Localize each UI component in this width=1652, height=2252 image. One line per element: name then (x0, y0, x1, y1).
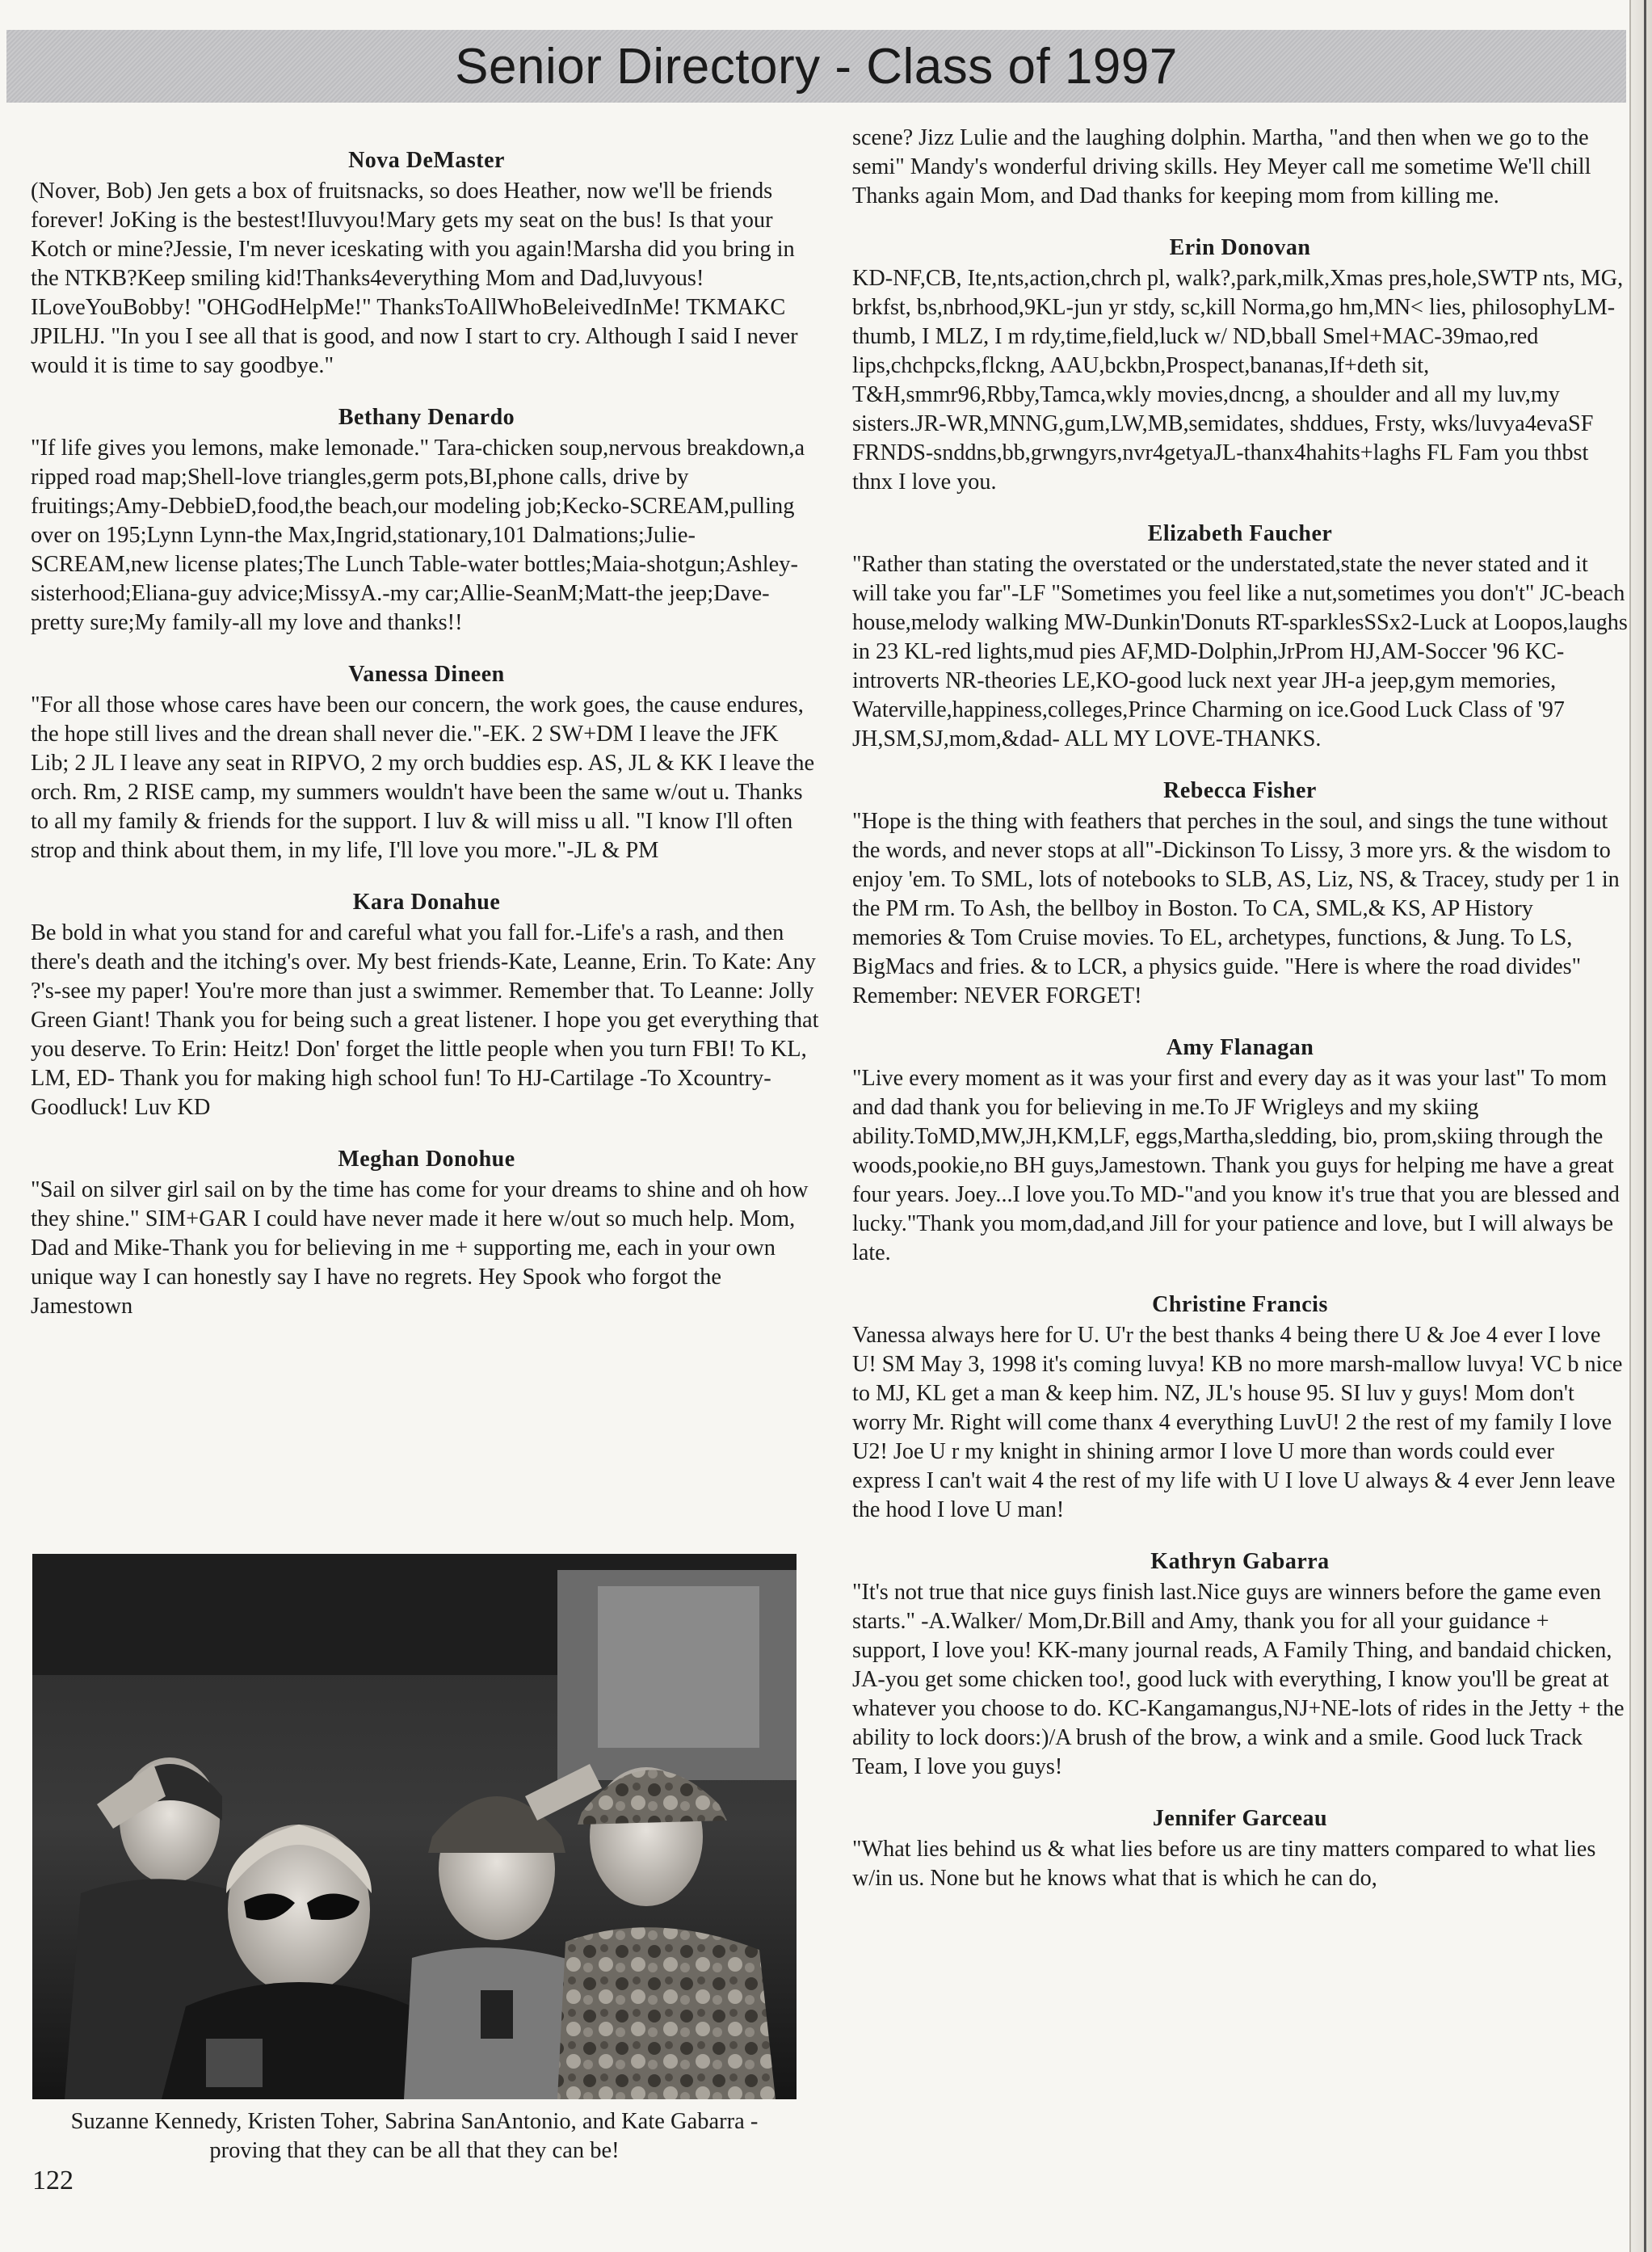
senior-name: Amy Flanagan (1166, 1035, 1314, 1060)
left-column (31, 148, 822, 1345)
senior-name: Erin Donovan (1169, 235, 1311, 260)
page-number: 122 (32, 2166, 74, 2195)
senior-entry (852, 521, 1628, 754)
senior-message: (Nover, Bob) Jen gets a box of fruitsnacks, so does Heather, now we'll be friends forever! JoKing is the bestest!Iluvyou!Mary gets my seat on the bus! Is that your Kotch or mine?Jessie, I'm never iceskating with you again!Marsha did you bring in the NTKB?Keep smiling kid!Thanks4everything Mom and Dad,luvyous! ILoveYouBobby! "OHGodHelpMe!" ThanksToAllWhoBeleivedInMe! TKMAKC JPILHJ. "In you I see all that is good, and now I start to cry. Although I said I never would it is time to say goodbye." (31, 179, 798, 378)
senior-message: "If life gives you lemons, make lemonade." Tara-chicken soup,nervous breakdown,a ripped road map;Shell-love triangles,germ pots,BI,phone calls, drive by fruitings;Amy-DebbieD,food,the beach,our modeling job;Kecko-SCREAM,pulling over on 195;Lynn Lynn-the Max,Ingrid,stationary,101 Dalmations;Julie-SCREAM,new license plates;The Lunch Table-water bottles;Maia-shotgun;Ashley-sisterhood;Eliana-guy advice;MissyA.-my car;Allie-SeanM;Matt-the jeep;Dave-pretty sure;My family-all my love and thanks!! (31, 436, 805, 635)
senior-name: Elizabeth Faucher (1147, 521, 1333, 546)
right-column (852, 124, 1628, 1917)
senior-entry (852, 778, 1628, 1011)
senior-entry (852, 1292, 1628, 1525)
facing-page-edge (1629, 0, 1652, 2252)
senior-message: scene? Jizz Lulie and the laughing dolphin. Martha, "and then when we go to the semi" Mandy's wonderful driving skills. Hey Meyer call me sometime We'll chill Thanks again Mom, and Dad thanks for keeping mom from killing me. (852, 125, 1591, 208)
senior-name: Jennifer Garceau (1152, 1806, 1328, 1831)
senior-message: "It's not true that nice guys finish last.Nice guys are winners before the game even starts." -A.Walker/ Mom,Dr.Bill and Amy, thank you for all your guidance + support, I love you! KK-many journal reads, A Family Thing, and bandaid chicken, JA-you get some chicken too!, good luck with everything, I know you'll be great at whatever you choose to do. KC-Kangamangus,NJ+NE-lots of rides in the Jetty + the ability to lock doors:)/A brush of the brow, a wink and a smile. Good luck Track Team, I love you guys! (852, 1580, 1625, 1779)
senior-message: "Sail on silver girl sail on by the time has come for your dreams to shine and oh how they shine." SIM+GAR I could have never made it here w/out so much help. Mom, Dad and Mike-Thank you for believing in me + supporting me, each in your own unique way I can honestly say I have no regrets. Hey Spook who forgot the Jamestown (31, 1177, 809, 1319)
photo-caption: Suzanne Kennedy, Kristen Toher, Sabrina SanAntonio, and Kate Gabarra - proving that they can be all that they can be! (70, 2109, 759, 2163)
senior-message: KD-NF,CB, Ite,nts,action,chrch pl, walk?,park,milk,Xmas pres,hole,SWTP nts, MG, brkfst, bs,nbrhood,9KL-jun yr stdy, sc,kill Norma,go hm,MN< lies, philosophyLM-thumb, I MLZ, I m rdy,time,field,luck w/ ND,bball Smel+MAC-39mao,red lips,chchpcks,flckng, AAU,bckbn,Prospect,bananas,If+deth sit, T&H,smmr96,Rbby,Tamca,wkly movies,dncng, a shoulder and all my luv,my sisters.JR-WR,MNNG,gum,LW,MB,semidates, shddues, Frsty, wks/luvya4evaSF FRNDS-snddns,bb,grwngyrs,nvr4getyaJL-thanx4hahits+laghs FL Fam you thbst thnx I love you. (852, 266, 1624, 495)
senior-entry (31, 1147, 822, 1321)
senior-entry (852, 235, 1628, 497)
senior-message: "For all those whose cares have been our concern, the work goes, the cause endures, the hope still lives and the drean shall never die."-EK. 2 SW+DM I leave the JFK Lib; 2 JL I leave any seat in RIPVO, 2 my orch buddies esp. AS, JL & KK I leave the orch. Rm, 2 RISE camp, my summers wouldn't have been the same w/out u. Thanks to all my family & friends for the support. I luv & will miss u all. "I know I'll often strop and think about them, in my life, I'll love you more."-JL & PM (31, 692, 815, 863)
senior-message: "What lies behind us & what lies before us are tiny matters compared to what lies w/in us. None but he knows what that is which he can do, (852, 1837, 1596, 1891)
group-photo (32, 1554, 797, 2099)
senior-entry (31, 405, 822, 638)
page-header-banner (6, 30, 1626, 103)
senior-name: Bethany Denardo (338, 405, 515, 430)
senior-name: Vanessa Dineen (348, 662, 505, 687)
senior-entry (852, 1035, 1628, 1268)
senior-name: Meghan Donohue (338, 1147, 515, 1172)
senior-name: Kara Donahue (352, 890, 501, 915)
senior-message: Be bold in what you stand for and careful what you fall for.-Life's a rash, and then there's death and the itching's over. My best friends-Kate, Leanne, Erin. To Kate: Any ?'s-see my paper! You're more than just a swimmer. Remember that. To Leanne: Jolly Green Giant! Thank you for being such a great listener. I hope you get everything that you deserve. To Erin: Heitz! Don' forget the little people when you turn FBI! To KL, LM, ED- Thank you for making high school fun! To HJ-Cartilage -To Xcountry- Goodluck! Luv KD (31, 920, 819, 1120)
senior-message: "Live every moment as it was your first and every day as it was your last" To mom and dad thank you for believing in me.To JF Wrigleys and my skiing ability.ToMD,MW,JH,KM,LF, eggs,Martha,sledding, bio, prom,skiing through the woods,pookie,no BH guys,Jamestown. Thank you guys for helping me have a great four years. Joey...I love you.To MD-"and you know it's true that you are blessed and lucky."Thank you mom,dad,and Jill for your patience and love, but I will always be late. (852, 1066, 1620, 1265)
senior-name: Christine Francis (1152, 1292, 1328, 1317)
senior-message: "Rather than stating the overstated or the understated,state the never stated and it will take you far"-LF "Sometimes you feel like a nut,sometimes you don't" JC-beach house,melody walking MW-Dunkin'Donuts RT-sparklesSSx2-Luck at Loopos,laughs in 23 KL-red lights,mud pies AF,MD-Dolphin,JrProm HJ,AM-Soccer '96 KC-introverts NR-theories LE,KO-good luck next year JH-a jeep,gym memories, Waterville,happiness,colleges,Prince Charming on ice.Good Luck Class of '97 JH,SM,SJ,mom,&dad- ALL MY LOVE-THANKS. (852, 552, 1628, 751)
senior-name: Nova DeMaster (348, 148, 505, 173)
senior-entry-continued (852, 124, 1628, 211)
senior-name: Rebecca Fisher (1163, 778, 1317, 803)
senior-entry (852, 1549, 1628, 1782)
senior-entry (31, 890, 822, 1122)
senior-entry (31, 148, 822, 381)
senior-message: "Hope is the thing with feathers that perches in the soul, and sings the tune without the words, and never stops at all"-Dickinson To Lissy, 3 more yrs. & the wisdom to enjoy 'em. To SML, lots of notebooks to SLB, AS, Liz, NS, & Tracey, study per 1 in the PM rm. To Ash, the bellboy in Boston. To CA, SML,& KS, AP History memories & Tom Cruise movies. To EL, archetypes, functions, & Jung. To LS, BigMacs and fries. & to LCR, a physics guide. "Here is where the road divides" Remember: NEVER FORGET! (852, 809, 1620, 1008)
senior-message: Vanessa always here for U. U'r the best thanks 4 being there U & Joe 4 ever I love U! SM May 3, 1998 it's coming luvya! KB no more marsh-mallow luvya! VC b nice to MJ, KL get a man & keep him. NZ, JL's house 95. SI luv y guys! Mom don't worry Mr. Right will come thanx 4 everything LuvU! 2 the rest of my family I love U2! Joe U r my knight in shining armor I love U more than words could ever express I can't wait 4 the rest of my life with U I love U always & 4 ever Jenn leave the hood I love U man! (852, 1323, 1623, 1522)
senior-name: Kathryn Gabarra (1150, 1549, 1330, 1574)
page-title: Senior Directory - Class of 1997 (455, 38, 1178, 95)
senior-entry (852, 1806, 1628, 1893)
page-fold-line (1644, 0, 1646, 2252)
senior-entry (31, 662, 822, 865)
